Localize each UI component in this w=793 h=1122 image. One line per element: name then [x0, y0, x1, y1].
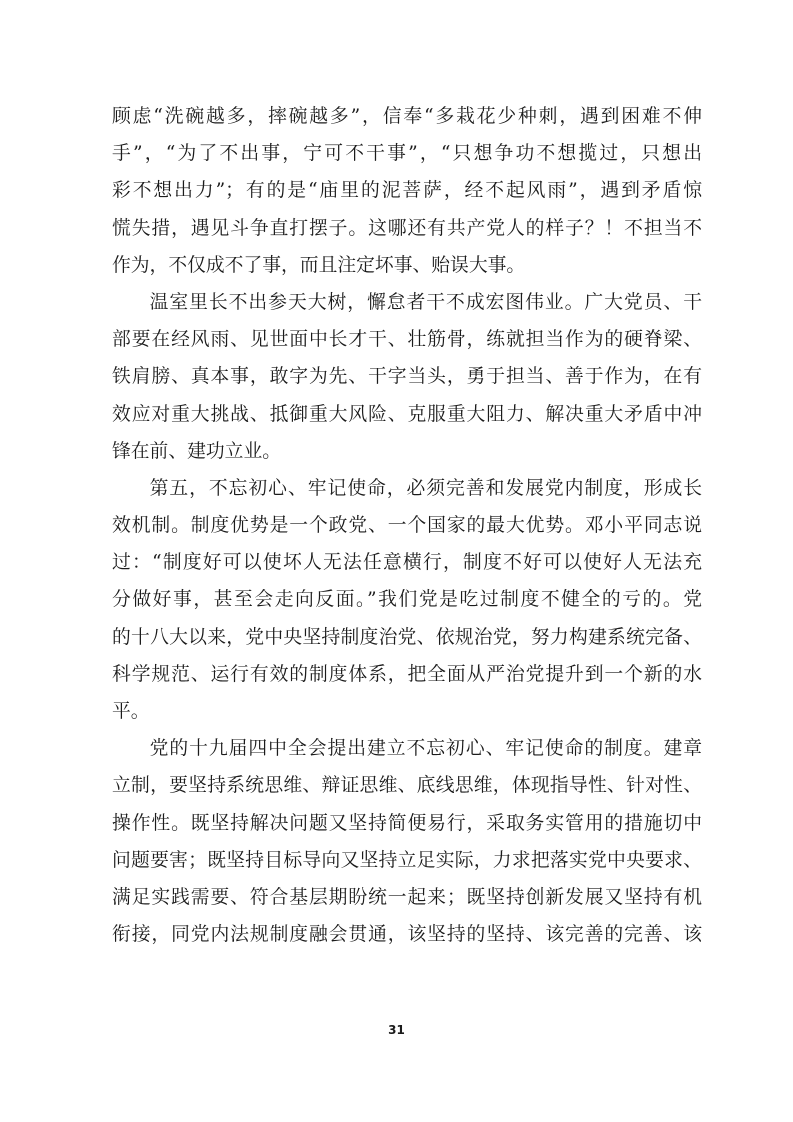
text-line: 衔接，同党内法规制度融会贯通，该坚持的坚持、该完善的完善、该: [112, 924, 702, 946]
paragraph-2: [112, 284, 702, 470]
text-line: 手”，“为了不出事，宁可不干事”，“只想争功不想揽过，只想出: [112, 143, 702, 165]
text-line: 顾虑“洗碗越多，摔碗越多”，信奉“多栽花少种刺，遇到困难不伸: [112, 106, 702, 127]
text-line: 效应对重大挑战、抵御重大风险、克服重大阻力、解决重大矛盾中冲: [112, 403, 702, 425]
text-line: 彩不想出力”；有的是“庙里的泥菩萨，经不起风雨”，遇到矛盾惊: [112, 180, 702, 202]
text-line: 作为，不仅成不了事，而且注定坏事、贻误大事。: [112, 254, 526, 276]
text-line: 党的十九届四中全会提出建立不忘初心、牢记使命的制度。建章: [149, 738, 702, 760]
paragraph-4: [112, 730, 702, 953]
text-line: 的十八大以来，党中央坚持制度治党、依规治党，努力构建系统完备、: [112, 626, 702, 648]
text-line: 分做好事，甚至会走向反面。”我们党是吃过制度不健全的亏的。党: [112, 589, 702, 611]
text-line: 过：“制度好可以使坏人无法任意横行，制度不好可以使好人无法充: [112, 552, 702, 574]
text-line: 铁肩膀、真本事，敢字为先、干字当头，勇于担当、善于作为，在有: [112, 366, 702, 388]
text-line: 部要在经风雨、见世面中长才干、壮筋骨，练就担当作为的硬脊梁、: [112, 329, 702, 351]
text-line: 平。: [112, 701, 150, 722]
text-line: 满足实践需要、符合基层期盼统一起来；既坚持创新发展又坚持有机: [112, 886, 702, 908]
text-line: 温室里长不出参天大树，懈怠者干不成宏图伟业。广大党员、干: [149, 291, 702, 313]
text-line: 效机制。制度优势是一个政党、一个国家的最大优势。邓小平同志说: [112, 515, 702, 537]
page-number: 31: [388, 1023, 405, 1037]
text-line: 立制，要坚持系统思维、辩证思维、底线思维，体现指导性、针对性、: [112, 775, 702, 797]
text-line: 锋在前、建功立业。: [112, 440, 282, 462]
text-line: 操作性。既坚持解决问题又坚持简便易行，采取务实管用的措施切中: [112, 812, 702, 834]
text-line: 第五，不忘初心、牢记使命，必须完善和发展党内制度，形成长: [149, 477, 702, 499]
document-text-block: [112, 98, 702, 953]
text-line: 科学规范、运行有效的制度体系，把全面从严治党提升到一个新的水: [112, 663, 702, 685]
text-line: 慌失措，遇见斗争直打摆子。这哪还有共产党人的样子？！不担当不: [112, 217, 702, 239]
paragraph-1: [112, 98, 702, 284]
text-line: 问题要害；既坚持目标导向又坚持立足实际，力求把落实党中央要求、: [112, 849, 702, 871]
paragraph-3: [112, 470, 702, 730]
